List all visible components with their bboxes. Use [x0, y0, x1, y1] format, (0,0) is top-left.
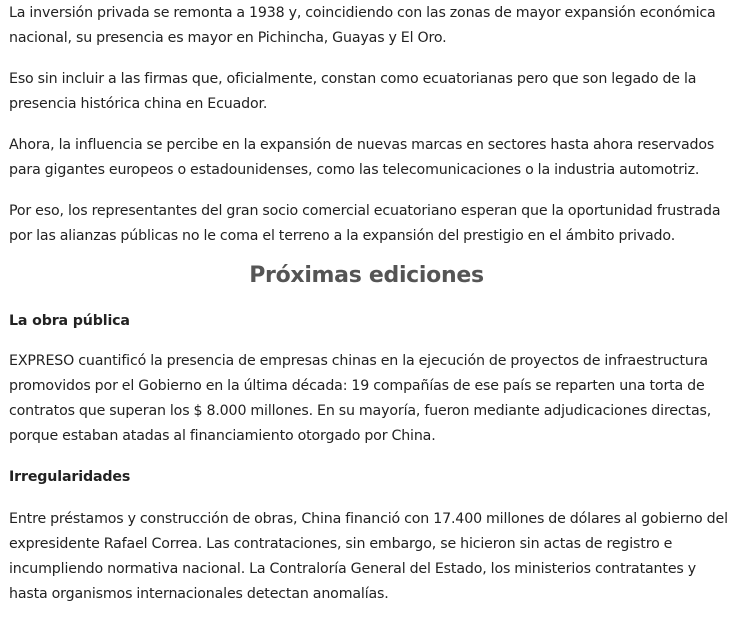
paragraph-private-investment: La inversión privada se remonta a 1938 y, coincidiendo con las zonas de mayor expansión económica nacional, su presencia es mayor en Pichincha, Guayas y El Oro. [9, 5, 716, 46]
section-heading-next-editions: Próximas ediciones [249, 263, 484, 288]
paragraph-private-prestige: Por eso, los representantes del gran socio comercial ecuatoriano esperan que la oportunidad frustrada por las alianzas públicas no le coma el terreno a la expansión del prestigio en el ámbito privado. [9, 203, 721, 244]
subheading-public-works: La obra pública [9, 313, 130, 329]
paragraph-irregularities: Entre préstamos y construcción de obras, China financió con 17.400 millones de dólares al gobierno del expresidente Rafael Correa. Las contrataciones, sin embargo, se hicieron sin actas de registro e incumpliendo normativa nacional. La Contraloría General del Estado, los ministerios contratantes y hasta organismos internacionales detectan anomalías. [9, 511, 728, 602]
paragraph-public-works: EXPRESO cuantificó la presencia de empresas chinas en la ejecución de proyectos de infraestructura promovidos por el Gobierno en la última década: 19 compañías de ese país se reparten una torta de contratos que superan los $ 8.000 millones. En su mayoría, fueron mediante adjudicaciones directas, porque estaban atadas al financiamiento otorgado por China. [9, 353, 712, 444]
paragraph-legacy-firms: Eso sin incluir a las firmas que, oficialmente, constan como ecuatorianas pero que son legado de la presencia histórica china en Ecuador. [9, 71, 697, 112]
paragraph-new-brands: Ahora, la influencia se percibe en la expansión de nuevas marcas en sectores hasta ahora reservados para gigantes europeos o estadounidenses, como las telecomunicaciones o la industria automotriz. [9, 137, 715, 178]
subheading-irregularities: Irregularidades [9, 469, 131, 485]
